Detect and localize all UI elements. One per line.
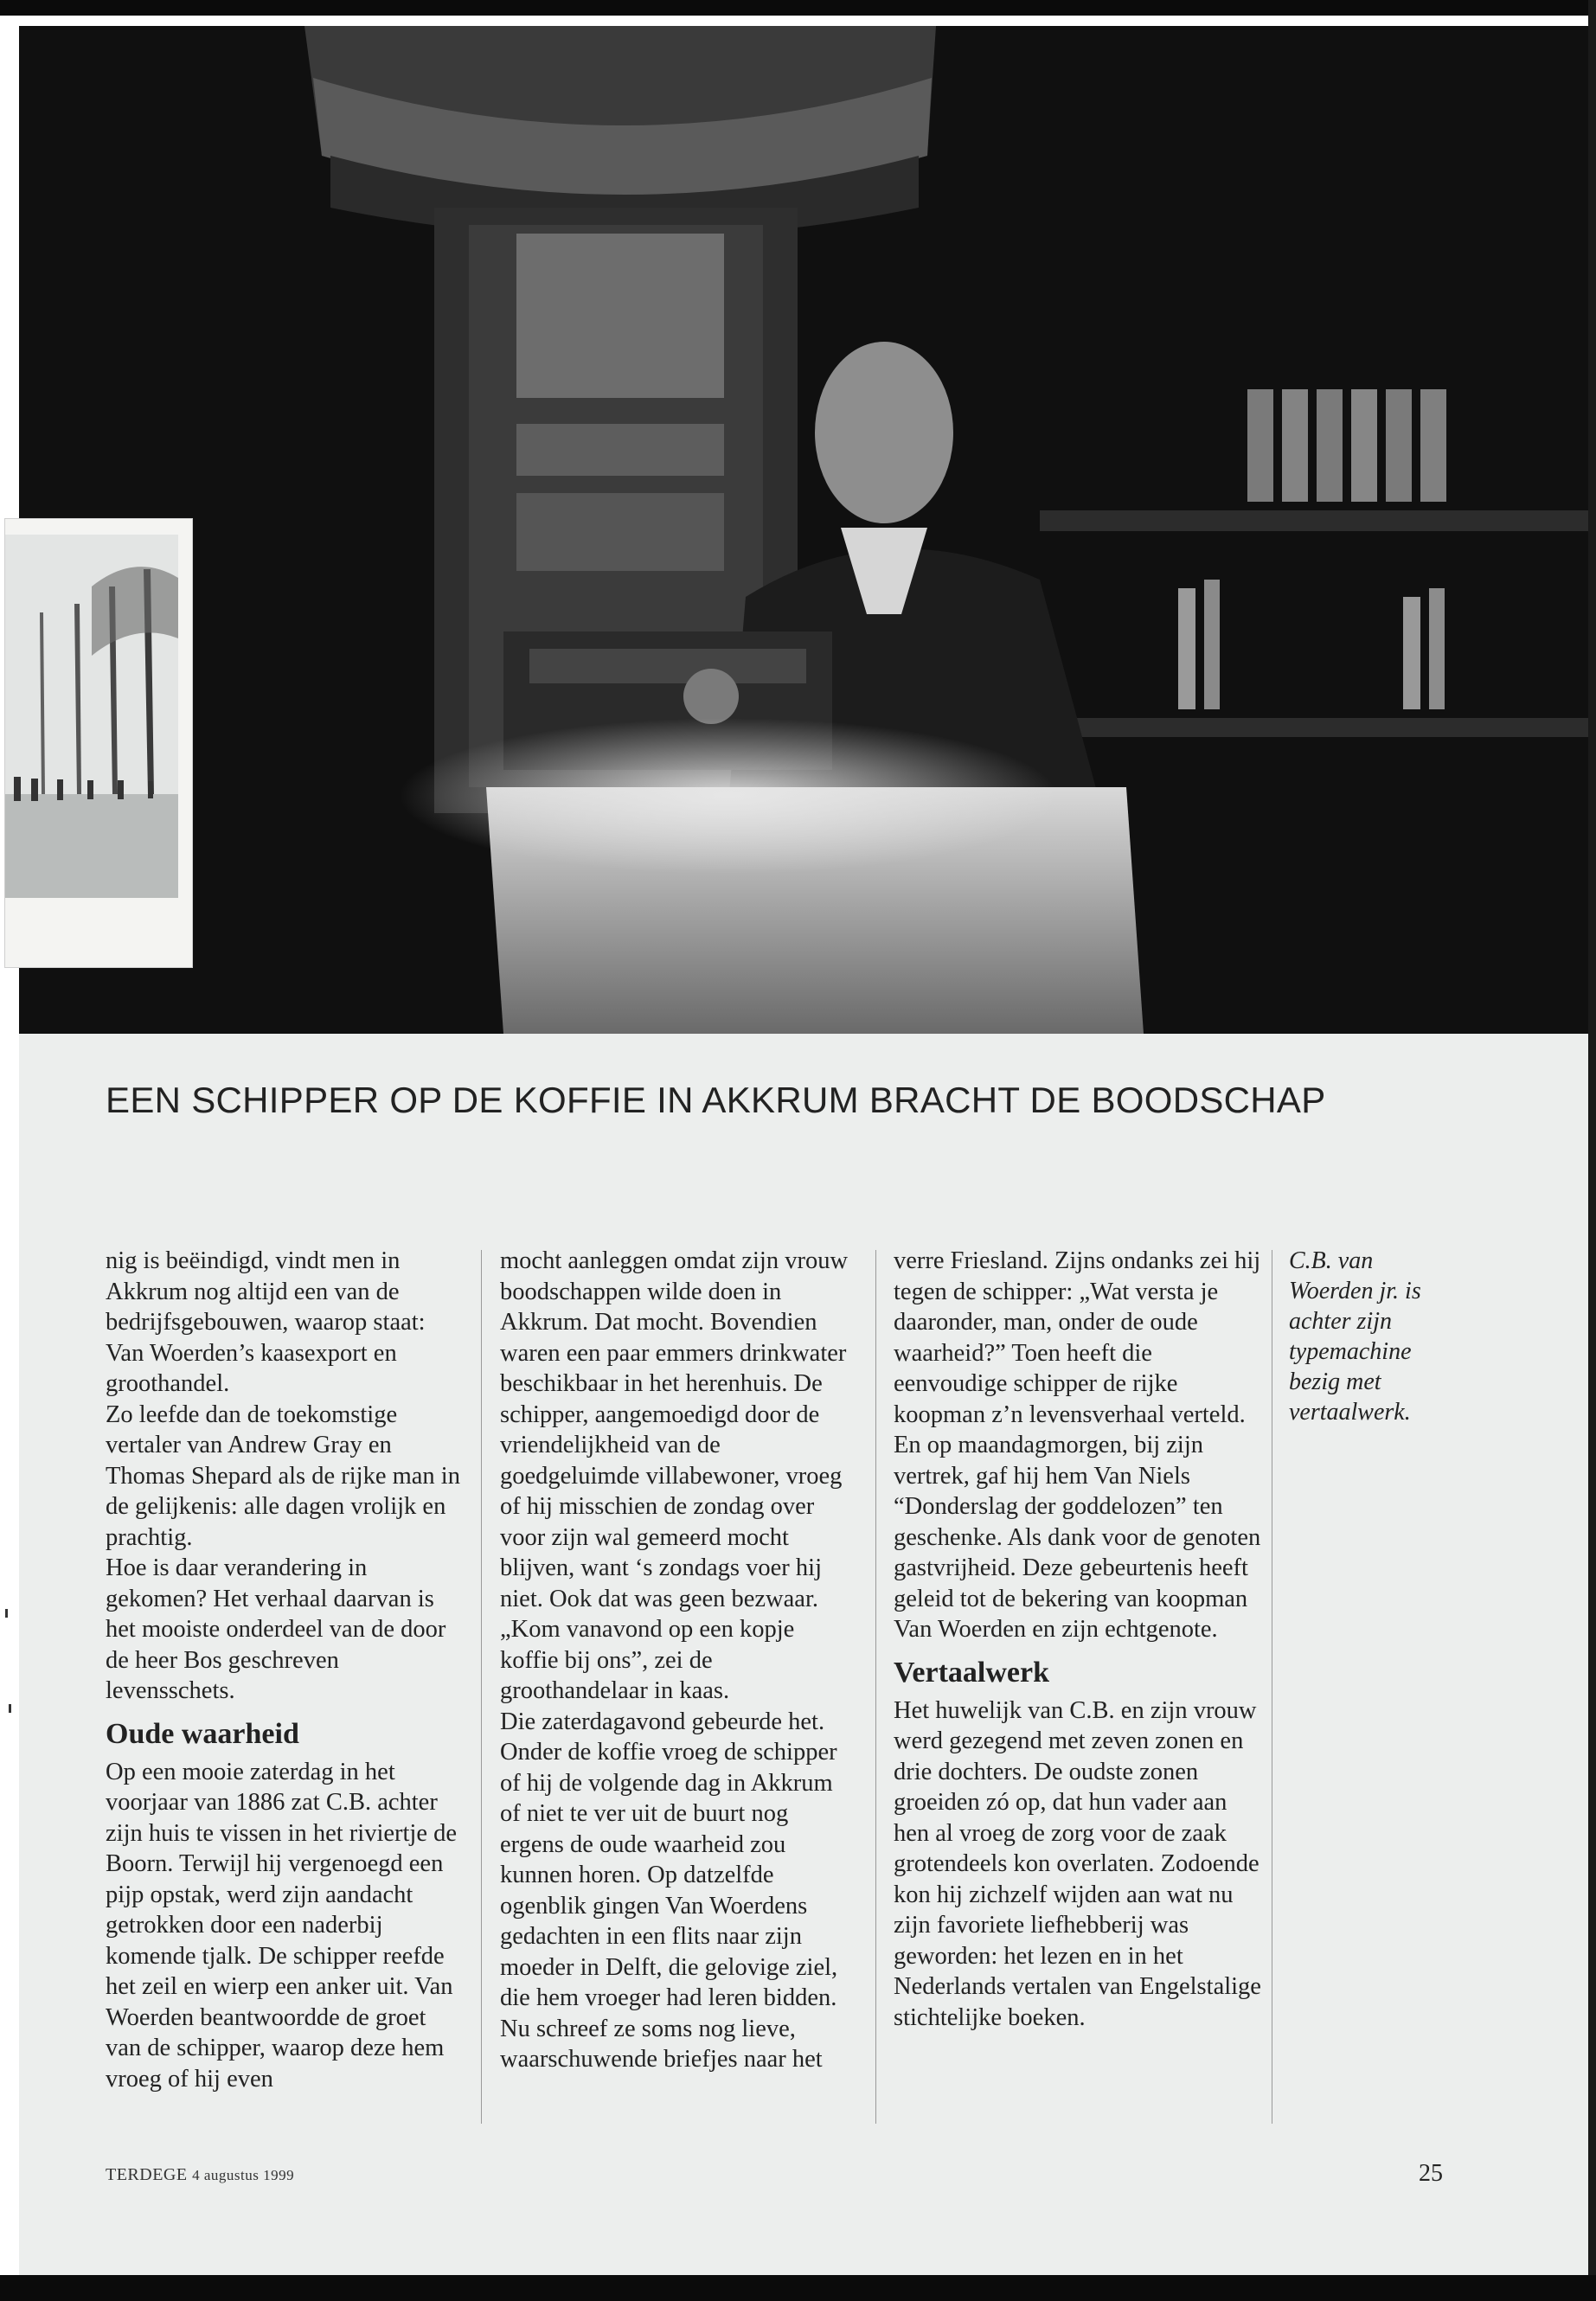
scan-border-bottom [0,2275,1596,2301]
magazine-name: TERDEGE [106,2165,188,2184]
inset-photograph [5,519,192,967]
section-heading: Vertaalwerk [894,1656,1050,1689]
paragraph: nig is beëindigd, vindt men in Akkrum nog altijd een van de bedrijfsgebouwen, waarop staat: Van Woerden’s kaasexport en groothandel. [106,1247,426,1397]
paragraph: Die zaterdagavond gebeurde het. Onder de koffie vroeg de schipper of hij de volgende dag in Akkrum of niet te ver uit de buurt nog ergens de oude waarheid zou kunnen horen. Op datzelfde ogenblik gingen Van Woerdens gedachten in een flits naar zijn moeder in Delft, die gelovige ziel, die hem vroeger had leren bidden. Nu schreef ze soms nog lieve, waarschuwende briefjes naar het [500,1708,838,2073]
paragraph: Zo leefde dan de toekomstige vertaler van Andrew Gray en Thomas Shepard als de rijke man in de gelijkenis: alle dagen vrolijk en prachtig. [106,1400,460,1551]
text-column-1 [106,1246,462,2094]
paragraph: Op een mooie zaterdag in het voorjaar van 1886 zat C.B. achter zijn huis te vissen in het riviertje de Boorn. Terwijl hij vergenoegd een pijp opstak, werd zijn aandacht getrokken door een naderbij komende tjalk. De schipper reefde het zeil en wierp een anker uit. Van Woerden beantwoordde de groet van de schipper, waarop deze hem vroeg of hij even [106,1758,458,2093]
photo-caption [1289,1246,1436,1427]
article-headline: EEN SCHIPPER OP DE KOFFIE IN AKKRUM BRACHT DE BOODSCHAP [106,1080,1326,1120]
paragraph: Hoe is daar verandering in gekomen? Het verhaal daarvan is het mooiste onderdeel van de door de heer Bos geschreven levensschets. [106,1554,446,1704]
man-at-typewriter-photo [19,26,1588,1034]
paragraph: verre Friesland. Zijns ondanks zei hij tegen de schipper: „Wat versta je daaronder, man, onder de oude waarheid?” Toen heeft die eenvoudige schipper de rijke koopman z’n levensverhaal verteld. En op maandagmorgen, bij zijn vertrek, gaf hij hem Van Niels “Donderslag der goddelozen” ten geschenke. Als dank voor de genoten gastvrijheid. Deze gebeurtenis heeft geleid tot de bekering van koopman Van Woerden en zijn echtgenote. [894,1247,1261,1643]
margin-mark [5,1609,8,1618]
main-photograph [19,26,1588,1034]
trees-and-people-photo [5,535,178,898]
paragraph: Het huwelijk van C.B. en zijn vrouw werd gezegend met zeven zonen en drie dochters. De oudste zonen groeiden zó op, dat hun vader aan hen al vroeg de zorg voor de zaak grotendeels kon overlaten. Zodoende kon hij zichzelf wijden aan wat nu zijn favoriete liefhebberij was geworden: het lezen en in het Nederlands vertalen van Engelstalige stichtelijke boeken. [894,1696,1261,2031]
margin-mark [9,1704,11,1713]
scan-border-right [1588,0,1596,2301]
column-rule [875,1250,876,2124]
text-column-2 [500,1246,856,2075]
text-column-3 [894,1246,1261,2033]
paragraph: mocht aanleggen omdat zijn vrouw boodschappen wilde doen in Akkrum. Dat mocht. Bovendien waren een paar emmers drinkwater beschikbaar in het herenhuis. De schipper, aangemoedigd door de vriendelijkheid van de goedgeluimde villabewoner, vroeg of hij misschien de zondag over voor zijn wal gemeerd mocht blijven, want ‘s zondags voer hij niet. Ook dat was geen bezwaar. „Kom vanavond op een kopje koffie bij ons”, zei de groothandelaar in kaas. [500,1247,849,1704]
caption-text: C.B. van Woerden jr. is achter zijn typemachine bezig met vertaalwerk. [1289,1247,1421,1426]
section-heading: Oude waarheid [106,1717,299,1750]
page-number: 25 [1419,2160,1443,2187]
footer-publication [106,2165,294,2185]
column-rule [481,1250,482,2124]
scan-border-top [0,0,1596,16]
issue-date: 4 augustus 1999 [192,2167,295,2183]
